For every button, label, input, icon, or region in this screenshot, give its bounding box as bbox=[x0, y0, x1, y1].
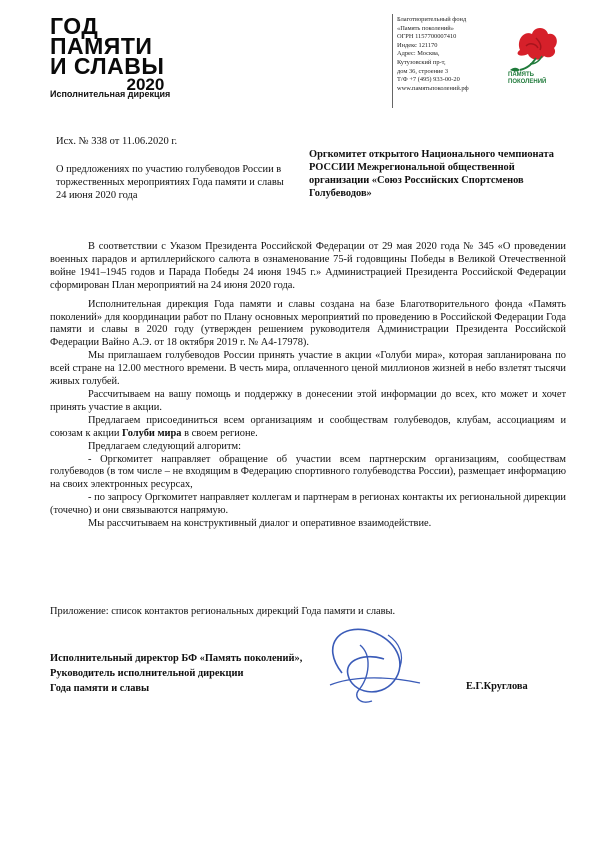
paragraph-decree: В соответствии с Указом Президента Российской Федерации от 29 мая 2020 года № 345 «О проведении военных парадов и артиллерийского салюта в ознаменование 75-й годовщины Победы в Великой Отечественной войне 1941–1945 годов и Парада Победы 24 июня 1945 г.» Администрацией Президента Российской Федерации сформирован План мероприятий на 24 июня 2020 года. bbox=[50, 241, 566, 291]
year-of-memory-logo bbox=[50, 13, 165, 94]
paragraph-directorate: Исполнительная дирекция Года памяти и славы создана на базе Благотворительного фонда «Память поколений» для координации работ по Плану основных мероприятий по проведению в Российской Федерации Года памяти и славы в 2020 году (утвержден решением руководителя Администрации Президента Российской Федерации Вайно А.Э. от 18 октября 2019 г. № А4-17978). bbox=[50, 298, 566, 349]
attachment-note: Приложение: список контактов региональных дирекций Года памяти и славы. bbox=[50, 606, 396, 617]
paragraph-closing: Мы рассчитываем на конструктивный диалог и оперативное взаимодействие. bbox=[88, 518, 432, 530]
fund-info bbox=[397, 16, 507, 93]
paragraph-join bbox=[50, 415, 566, 441]
fund-info-line: Благотворительный фонд bbox=[397, 16, 467, 23]
fund-info-line: дом 36, строение 3 bbox=[397, 67, 449, 75]
signatory-title-2: Руководитель исполнительной дирекции bbox=[50, 668, 244, 679]
paragraph-step-2: - по запросу Оргкомитет направляет коллегам и партнерам в регионах контакты их региональной дирекции (точечно) и они связываются напрямую. bbox=[50, 492, 566, 517]
paragraph-support: Рассчитываем на вашу помощь и поддержку в донесении этой информации до всех, кто может и хочет принять участие в акции. bbox=[50, 388, 566, 413]
signatory-title-3: Года памяти и славы bbox=[50, 683, 150, 694]
join-text-before: Предлагаем присоединиться всем организациям и сообществам голубеводов, клубам, ассоциациям и союзам к акции bbox=[50, 414, 566, 439]
signatory-title-1: Исполнительный директор БФ «Память поколений», bbox=[50, 653, 303, 664]
pp-logo-text-1: ПАМЯТЬ bbox=[508, 72, 534, 78]
handwritten-signature-icon bbox=[300, 615, 440, 715]
pp-logo-text-2: ПОКОЛЕНИЙ bbox=[508, 79, 547, 85]
join-text-after: в своем регионе. bbox=[181, 427, 258, 439]
letter-recipient: Оргкомитет открытого Национального чемпионата РОССИИ Межрегиональной общественной организации «Союз Российских Спортсменов Голубеводов» bbox=[309, 149, 554, 199]
header-divider bbox=[392, 14, 393, 108]
logo-line-1: ГОД bbox=[50, 13, 99, 39]
logo-line-2: ПАМЯТИ bbox=[50, 33, 153, 59]
letter-subject: О предложениях по участию голубеводов России в торжественных мероприятиях Года памяти и славы 24 июня 2020 года bbox=[56, 164, 284, 201]
fund-info-line: Индекс 121170 bbox=[397, 41, 438, 49]
signatory-block bbox=[50, 651, 302, 696]
paragraph-step-1: - Оргкомитет направляет обращение об участии всем партнерским организациям, сообществам голубеводов (в том числе – не входящим в Федерацию спортивного голубеводства России), размещает информацию на своих электронных ресурсах, bbox=[50, 453, 566, 491]
pp-logo-text bbox=[508, 72, 558, 86]
logo-year: 2020 bbox=[126, 75, 165, 94]
directorate-label: Исполнительная дирекция bbox=[50, 89, 171, 99]
outgoing-reference: Исх. № 338 от 11.06.2020 г. bbox=[56, 136, 178, 147]
letter-body bbox=[50, 241, 566, 531]
fund-info-line: Т/Ф +7 (495) 933-00-20 bbox=[397, 76, 460, 84]
logo-line-3: И СЛАВЫ bbox=[50, 53, 165, 79]
paragraph-algorithm-intro: Предлагаем следующий алгоритм: bbox=[88, 440, 241, 452]
fund-info-line: «Память поколений» bbox=[397, 24, 454, 32]
fund-info-line: Кутузовский пр-т, bbox=[397, 58, 446, 66]
action-name: Голуби мира bbox=[122, 427, 182, 439]
fund-info-line: www.памятьпоколений.рф bbox=[397, 84, 469, 92]
paragraph-invitation: Мы приглашаем голубеводов России принять участие в акции «Голуби мира», которая запланирована по всей стране на 12.00 местного времени. В честь мира, оплаченного ценой миллионов жизней в небо взлетят тысячи живых голубей. bbox=[50, 350, 566, 388]
fund-info-line: Адрес: Москва, bbox=[397, 50, 440, 58]
fund-info-line: ОГРН 1157700007410 bbox=[397, 33, 457, 41]
signatory-name: Е.Г.Круглова bbox=[466, 681, 528, 692]
